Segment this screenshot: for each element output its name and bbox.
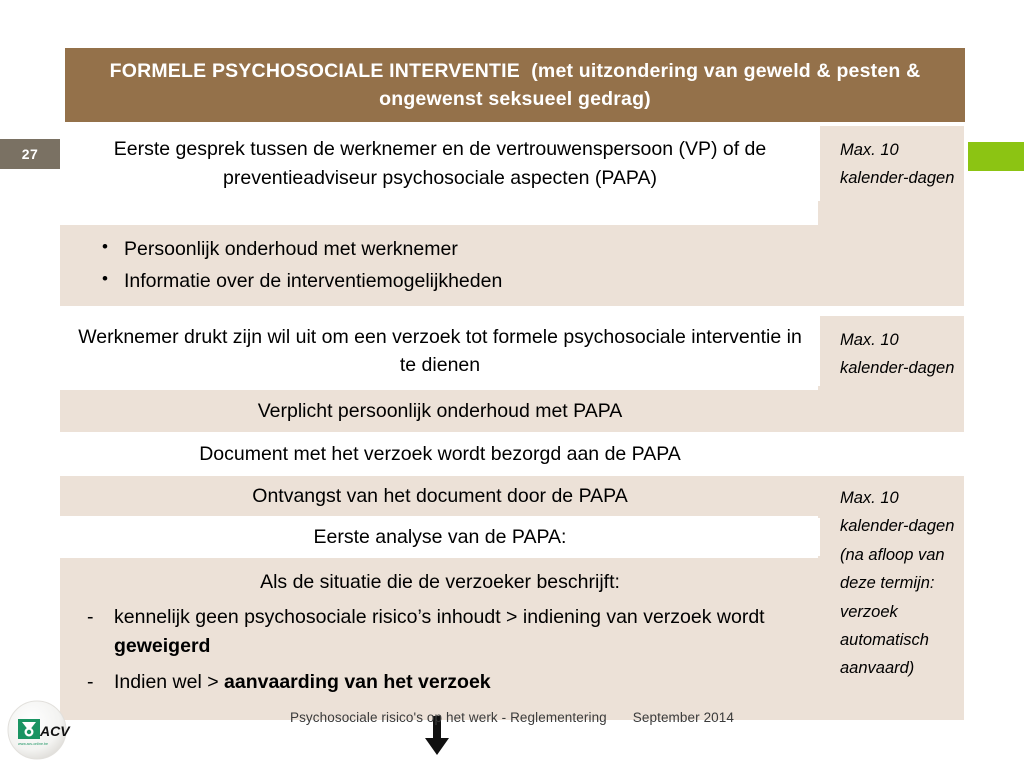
slide-title-main: FORMELE PSYCHOSOCIALE INTERVENTIE [109, 59, 520, 82]
green-accent-block [968, 142, 1024, 171]
flow-row-situation-assessment-box [60, 558, 820, 720]
list-item: • Persoonlijk onderhoud met werknemer [102, 234, 812, 266]
flow-row-situation-assessment-heading: Als de situatie die de verzoeker beschrijft: [260, 571, 620, 593]
side-panel-deadline-2 [818, 316, 964, 432]
flow-row-situation-assessment [60, 558, 820, 720]
footer-date: September 2014 [632, 710, 735, 725]
flow-row-employee-expresses-will [60, 316, 820, 386]
flow-row-mandatory-interview-text: Verplicht persoonlijk onderhoud met PAPA [257, 399, 623, 422]
side-panel-deadline-3 [818, 476, 964, 720]
slide-title-text [79, 57, 951, 114]
slide-number: 27 [21, 146, 39, 162]
process-flow-diagram [60, 124, 964, 719]
flow-row-first-analysis [60, 518, 820, 556]
footer [0, 710, 1024, 725]
assessment-item-2-bold: aanvaarding van het verzoek [224, 670, 491, 693]
acv-logo-url: www.acv-online.be [18, 742, 48, 746]
flow-row-bullets-list [68, 234, 812, 297]
flow-row-first-analysis-box [60, 518, 820, 556]
slide-title-banner [65, 48, 965, 122]
list-item [80, 668, 812, 697]
side-panel-deadline-1-text: Max. 10 kalender-dagen [840, 141, 955, 188]
flow-row-document-received [60, 476, 820, 516]
flow-row-document-received-text: Ontvangst van het document door de PAPA [252, 484, 628, 507]
flow-row-employee-expresses-will-box [60, 316, 820, 386]
flow-row-document-received-box [60, 476, 820, 516]
acv-logo [6, 700, 72, 762]
flow-row-situation-assessment-list [68, 596, 812, 697]
footer-title: Psychosociale risico's op het werk - Reglementering [289, 710, 607, 725]
flow-row-first-conversation-text: Eerste gesprek tussen de werknemer en de vertrouwenspersoon (VP) of de preventieadviseur psychosociale aspecten (PAPA) [113, 138, 767, 189]
flow-row-first-conversation [60, 126, 820, 201]
flow-row-document-delivered-text: Document met het verzoek wordt bezorgd aan de PAPA [199, 442, 681, 465]
flow-row-mandatory-interview-box [60, 390, 820, 432]
slide-number-badge [0, 139, 60, 169]
side-panel-deadline-1 [818, 126, 964, 306]
list-item: • Informatie over de interventiemogelijkheden [102, 266, 812, 298]
list-item [80, 603, 812, 661]
side-panel-deadline-2-text: Max. 10 kalender-dagen [840, 331, 955, 378]
flow-row-first-conversation-box [60, 126, 820, 201]
side-panel-deadline-3-text: Max. 10 kalender-dagen (na afloop van deze termijn: verzoek automatisch aanvaard) [840, 489, 955, 678]
flow-row-first-analysis-text: Eerste analyse van de PAPA: [313, 525, 567, 548]
assessment-item-1-prefix: kennelijk geen psychosociale risico’s inhoudt > [114, 606, 518, 629]
flow-row-employee-expresses-will-text: Werknemer drukt zijn wil uit om een verzoek tot formele psychosociale interventie in te dienen [78, 325, 802, 376]
slide-title-sub: (met uitzondering van geweld & pesten & ongewenst seksueel gedrag) [379, 59, 921, 110]
assessment-item-1-middle: indiening van verzoek wordt [517, 606, 765, 629]
flow-row-document-delivered [60, 434, 820, 474]
flow-row-bullets-personal-box [60, 225, 820, 306]
svg-text:ACV: ACV [40, 723, 70, 739]
assessment-item-2-prefix: Indien wel > [114, 670, 225, 693]
flow-row-mandatory-interview [60, 390, 820, 432]
assessment-item-1-bold: geweigerd [114, 635, 211, 658]
flow-row-bullets-personal [60, 225, 820, 306]
flow-row-document-delivered-box [60, 434, 820, 474]
